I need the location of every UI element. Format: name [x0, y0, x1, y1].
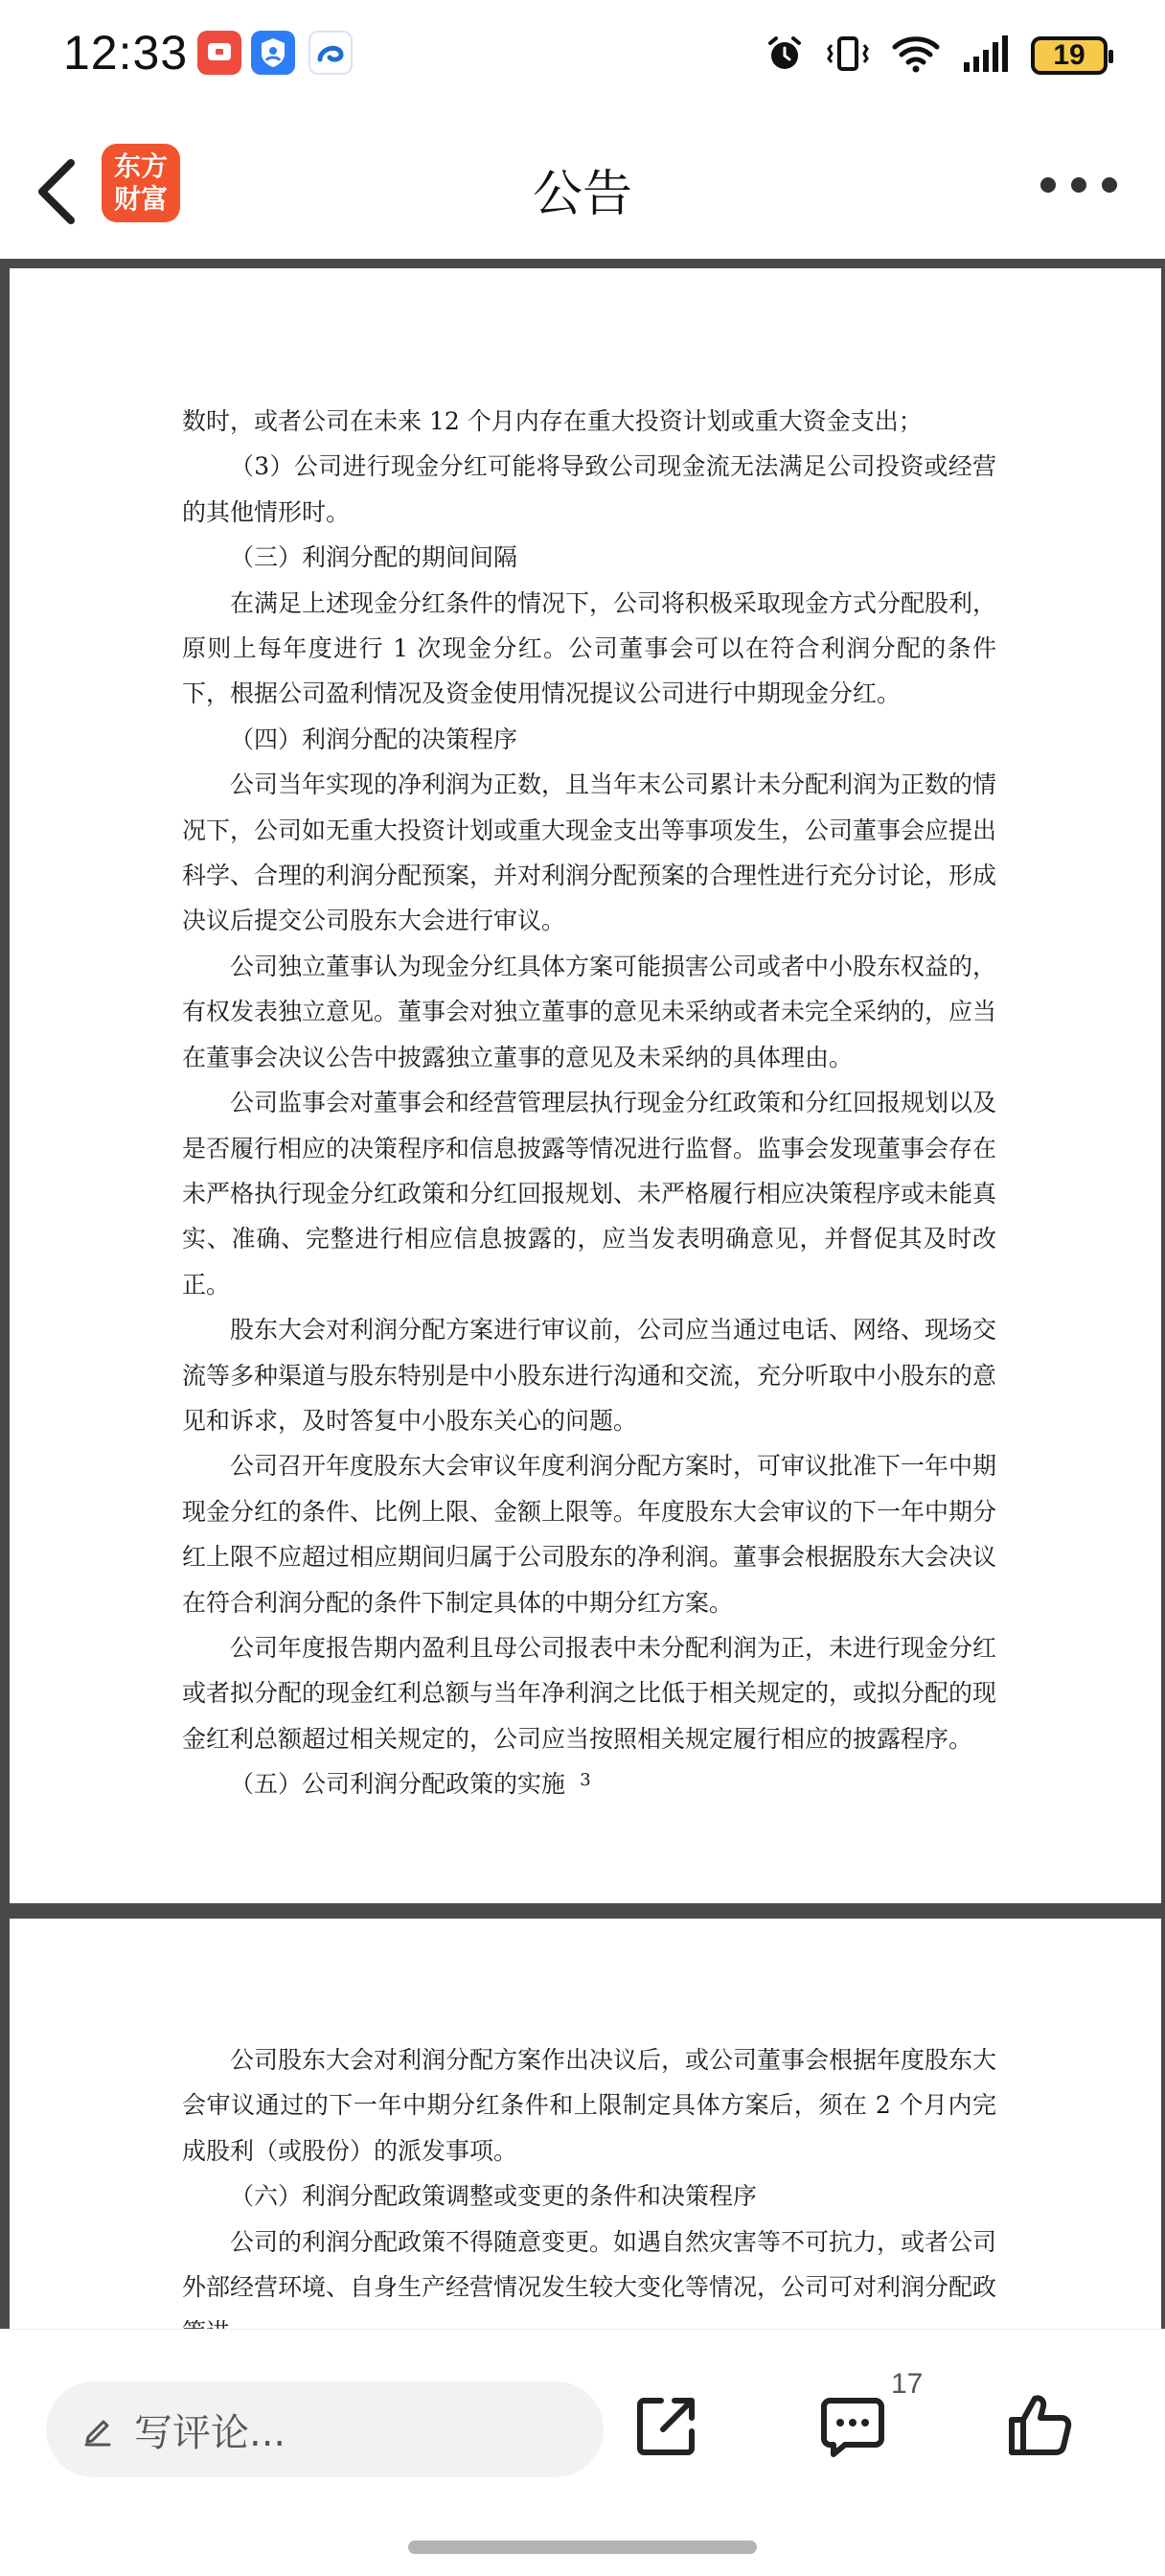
wifi-icon — [891, 34, 941, 78]
comment-input[interactable] — [46, 2381, 604, 2477]
status-indicators — [765, 29, 1108, 82]
bottom-action-bar — [0, 2329, 1165, 2576]
logo-line2: 财富 — [113, 183, 168, 215]
document-page — [10, 1919, 1161, 2398]
signal-icon — [962, 34, 1010, 78]
alarm-icon — [765, 34, 805, 78]
section-heading: （六）利润分配政策调整或变更的条件和决策程序 — [230, 2182, 758, 2211]
paragraph: 公司独立董事认为现金分红具体方案可能损害公司或者中小股东权益的，有权发表独立意见。董事会对独立董事的意见未采纳或者未完全采纳的，应当在董事会决议公告中披露独立董事的意见及未采纳的具体理由。 — [182, 952, 997, 1071]
app-header — [0, 115, 1165, 259]
section-heading: （三）利润分配的期间间隔 — [230, 543, 518, 572]
stock-app-notification-icon — [308, 31, 353, 75]
paragraph: 公司年度报告期内盈利且母公司报表中未分配利润为正，未进行现金分红或者拟分配的现金红利总额与当年净利润之比低于相关规定的，或拟分配的现金红利总额超过相关规定的，公司应当按照相关规定履行相应的披露程序。 — [182, 1633, 997, 1753]
comment-placeholder: 写评论... — [134, 2410, 286, 2455]
thumbs-up-icon — [1004, 2389, 1077, 2462]
paragraph: 在满足上述现金分红条件的情况下，公司将积极采取现金方式分配股利，原则上每年度进行 1 次现金分红。公司董事会可以在符合利润分配的条件下，根据公司盈利情况及资金使用情况提议公司进行中期现金分红。 — [182, 588, 997, 708]
video-app-notification-icon — [197, 31, 241, 75]
home-indicator[interactable] — [408, 2541, 757, 2554]
section-heading: （四）利润分配的决策程序 — [230, 724, 518, 753]
status-bar — [0, 0, 1165, 115]
like-button[interactable] — [1004, 2389, 1077, 2462]
security-app-notification-icon — [251, 31, 295, 75]
paragraph: 数时，或者公司在未来 12 个月内存在重大投资计划或重大资金支出； — [182, 407, 923, 435]
pen-icon — [80, 2412, 115, 2447]
section-heading: （五）公司利润分配政策的实施 — [230, 1770, 566, 1799]
paragraph: 股东大会对利润分配方案进行审议前，公司应当通过电话、网络、现场交流等多种渠道与股东特别是中小股东进行沟通和交流，充分听取中小股东的意见和诉求，及时答复中小股东关心的问题。 — [182, 1316, 997, 1435]
logo-line1: 东方 — [113, 150, 168, 182]
page-title: 公告 — [532, 166, 632, 223]
paragraph: 公司股东大会对利润分配方案作出决议后，或公司董事会根据年度股东大会审议通过的下一年中期分红条件和上限制定具体方案后，须在 2 个月内完成股利（或股份）的派发事项。 — [182, 2046, 997, 2165]
comment-count-badge: 17 — [891, 2368, 924, 2400]
page-text — [182, 399, 996, 1807]
paragraph: （3）公司进行现金分红可能将导致公司现金流无法满足公司投资或经营的其他情形时。 — [182, 452, 996, 526]
page-text — [182, 2037, 996, 2356]
share-icon — [630, 2389, 703, 2462]
more-dots-icon — [1040, 177, 1056, 193]
document-viewer[interactable] — [0, 259, 1165, 2329]
share-button[interactable] — [630, 2389, 703, 2462]
status-time: 12:33 — [63, 26, 189, 80]
paragraph: 公司监事会对董事会和经营管理层执行现金分红政策和分红回报规划以及是否履行相应的决策程序和信息披露等情况进行监督。监事会发现董事会存在未严格执行现金分红政策和分红回报规划、未严格履行相应决策程序或未能真实、准确、完整进行相应信息披露的，应当发表明确意见，并督促其及时改正。 — [182, 1089, 997, 1299]
document-page — [10, 268, 1161, 1903]
page-number: 3 — [580, 1770, 591, 1790]
more-options-button[interactable] — [1040, 172, 1117, 197]
battery-indicator: 19 — [1031, 36, 1108, 75]
paragraph: 公司当年实现的净利润为正数，且当年末公司累计未分配利润为正数的情况下，公司如无重大投资计划或重大现金支出等事项发生，公司董事会应提出科学、合理的利润分配预案，并对利润分配预案的合理性进行充分讨论，形成决议后提交公司股东大会进行审议。 — [182, 770, 997, 935]
comments-button[interactable] — [816, 2389, 889, 2462]
comment-bubble-icon — [816, 2389, 889, 2462]
vibrate-icon — [826, 34, 870, 78]
paragraph: 公司的利润分配政策不得随意变更。如遇自然灾害等不可抗力，或者公司外部经营环境、自身生产经营情况发生较大变化等情况，公司可对利润分配政 — [182, 2227, 997, 2302]
paragraph: 公司召开年度股东大会审议年度利润分配方案时，可审议批准下一年中期现金分红的条件、比例上限、金额上限等。年度股东大会审议的下一年中期分红上限不应超过相应期间归属于公司股东的净利润。董事会根据股东大会决议在符合利润分配的条件下制定具体的中期分红方案。 — [182, 1452, 997, 1617]
